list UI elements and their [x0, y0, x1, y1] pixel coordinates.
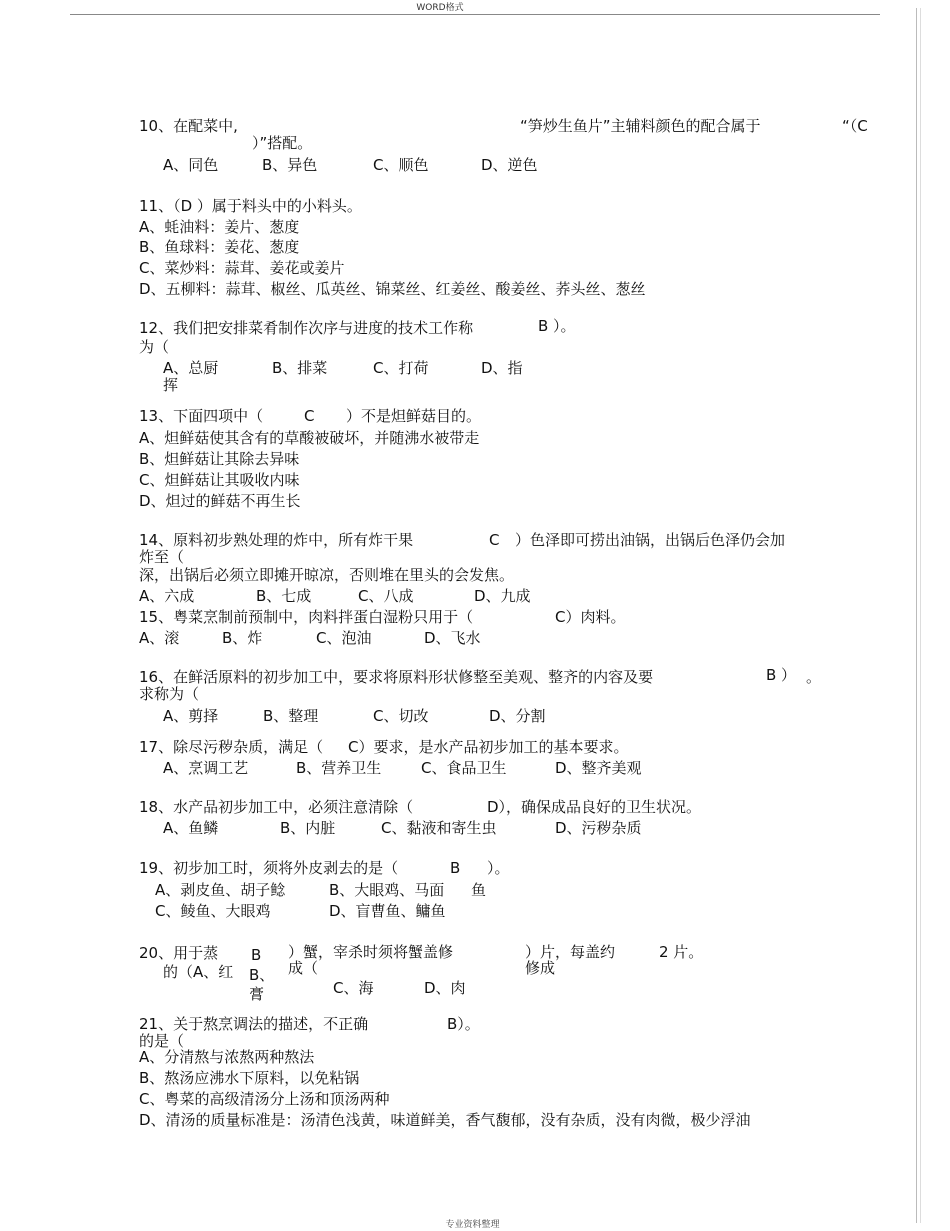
q15-option-b: B、炸 [222, 629, 263, 647]
q13-option-c: C、炟鲜菇让其吸收内味 [139, 471, 300, 489]
q16-stem-end: 。 [806, 668, 822, 686]
q19-option-b: B、大眼鸡、马面 [329, 881, 445, 899]
q20-option-c: C、海 [333, 979, 374, 997]
q20-stem: 20、用于蒸 [139, 944, 219, 962]
q14-option-c: C、八成 [358, 587, 414, 605]
q16-stem: 16、在鲜活原料的初步加工中，要求将原料形状修整至美观、整齐的内容及要 [139, 668, 654, 686]
q21-answer: B）。 [447, 1015, 480, 1033]
q12-option-d: D、指 [481, 359, 523, 377]
q20-stem-cont2: 修成 [525, 959, 556, 977]
q14-stem-cont2: 深，出锅后必须立即摊开晾凉，否则堆在里头的会发焦。 [139, 566, 515, 584]
q21-option-d: D、清汤的质量标准是：汤清色浅黄，味道鲜美，香气馥郁，没有杂质，没有肉微，极少浮油 [139, 1111, 751, 1129]
q17-option-b: B、营养卫生 [296, 759, 382, 777]
q11-option-b: B、鱼球料：姜花、葱度 [139, 238, 300, 256]
q13-option-a: A、炟鲜菇使其含有的草酸被破坏，并随沸水被带走 [139, 429, 480, 447]
q21-stem: 21、关于熬烹调法的描述，不正确 [139, 1015, 369, 1033]
q15-option-a: A、滚 [139, 629, 180, 647]
q15-stem: 15、粤菜烹制前预制中，肉料拌蛋白湿粉只用于（ [139, 608, 474, 626]
q18-option-a: A、鱼鳞 [163, 819, 219, 837]
q17-answer: C）要求，是水产品初步加工的基本要求。 [348, 738, 629, 756]
q16-option-d: D、分割 [489, 707, 546, 725]
q20-option-b-wrap: 膏 [249, 985, 265, 1003]
q20-option-a: 的（A、红 [163, 963, 234, 981]
q12-stem: 12、我们把安排菜肴制作次序与进度的技术工作称 [139, 319, 474, 337]
q12-option-c: C、打荷 [373, 359, 429, 377]
q21-option-b: B、熬汤应沸水下原料，以免粘锅 [139, 1069, 360, 1087]
q15-answer: C）肉料。 [555, 608, 626, 626]
q20-option-d: D、肉 [424, 979, 466, 997]
q14-stem: 14、原料初步熟处理的炸中，所有炸干果 [139, 531, 414, 549]
q12-option-b: B、排菜 [272, 359, 328, 377]
q13-option-d: D、炟过的鲜菇不再生长 [139, 492, 301, 510]
header-rule [70, 14, 880, 15]
page-edge-line [916, 8, 917, 1223]
q12-answer: B ）。 [538, 317, 576, 335]
q19-option-b-tail: 鱼 [471, 881, 487, 899]
q15-option-d: D、飞水 [424, 629, 481, 647]
q15-option-c: C、泡油 [316, 629, 372, 647]
q12-option-a: A、总厨 [163, 359, 219, 377]
q20-option-b: B、 [249, 966, 275, 984]
q12-stem-cont: 为（ [139, 338, 170, 356]
q16-stem-cont: 求称为（ [139, 685, 200, 703]
q11-stem: 11、（D ）属于料头中的小料头。 [139, 197, 362, 215]
q10-option-a: A、同色 [163, 156, 219, 174]
q14-stem-cont: 炸至（ [139, 548, 185, 566]
q10-stem-cont: ）”搭配。 [252, 134, 313, 152]
q14-option-d: D、九成 [474, 587, 531, 605]
q11-option-d: D、五柳料：蒜茸、椒丝、瓜英丝、锦菜丝、红姜丝、酸姜丝、荞头丝、葱丝 [139, 280, 646, 298]
q14-answer: C [489, 531, 500, 549]
q14-option-a: A、六成 [139, 587, 195, 605]
q17-option-d: D、整齐美观 [555, 759, 642, 777]
q13-answer: C [304, 407, 315, 425]
q19-answer: B [450, 859, 461, 877]
q11-option-c: C、菜炒料：蒜茸、姜花或姜片 [139, 259, 345, 277]
q16-option-c: C、切改 [373, 707, 429, 725]
q19-option-a: A、剥皮鱼、胡子鲶 [155, 881, 286, 899]
q19-stem: 19、初步加工时，须将外皮剥去的是（ [139, 859, 399, 877]
q20-stem-part2: ）片，每盖约 [525, 943, 616, 961]
q20-answer: B [251, 946, 262, 964]
q20-stem-part1: ）蟹，宰杀时须将蟹盖修 [288, 943, 454, 961]
q14-stem-end: ）色泽即可捞出油锅，出锅后色泽仍会加 [515, 531, 786, 549]
q17-stem: 17、除尽污秽杂质，满足（ [139, 738, 324, 756]
q11-option-a: A、蚝油料：姜片、葱度 [139, 218, 300, 236]
q19-stem-end: ）。 [487, 859, 510, 877]
q17-option-c: C、食品卫生 [421, 759, 507, 777]
q10-stem-mid: “笋炒生鱼片”主辅料颜色的配合属于 [520, 117, 761, 135]
page-header: WORD格式 [416, 3, 464, 13]
q13-stem-end: ）不是炟鲜菇目的。 [346, 407, 482, 425]
q21-option-c: C、粤菜的高级清汤分上汤和顶汤两种 [139, 1090, 390, 1108]
page-edge-line-2 [920, 8, 921, 1223]
q18-option-d: D、污秽杂质 [555, 819, 642, 837]
q18-stem: 18、水产品初步加工中，必须注意清除（ [139, 798, 414, 816]
q10-option-c: C、顺色 [373, 156, 429, 174]
q10-stem: 10、在配菜中, [139, 117, 238, 135]
q16-option-a: A、剪择 [163, 707, 219, 725]
q16-option-b: B、整理 [263, 707, 319, 725]
q14-option-b: B、七成 [256, 587, 312, 605]
q18-option-c: C、黏液和寄生虫 [381, 819, 497, 837]
q13-option-b: B、炟鲜菇让其除去异味 [139, 450, 300, 468]
q21-stem-cont: 的是（ [139, 1032, 185, 1050]
q18-answer: D），确保成品良好的卫生状况。 [487, 798, 702, 816]
q16-answer: B ） [766, 666, 797, 684]
q20-stem-cont: 成（ [288, 959, 319, 977]
q12-option-d-wrap: 挥 [163, 376, 179, 394]
q19-option-d: D、盲曹鱼、鳙鱼 [329, 902, 446, 920]
q10-option-d: D、逆色 [481, 156, 538, 174]
q10-answer: “（C [842, 117, 868, 135]
q10-option-b: B、异色 [262, 156, 318, 174]
q20-stem-part3: 2 片。 [659, 943, 704, 961]
q13-stem: 13、下面四项中（ [139, 407, 264, 425]
q18-option-b: B、内脏 [280, 819, 336, 837]
q17-option-a: A、烹调工艺 [163, 759, 249, 777]
page-footer: 专业资料整理 [445, 1220, 500, 1230]
q19-option-c: C、鲮鱼、大眼鸡 [155, 902, 271, 920]
q21-option-a: A、分清熬与浓熬两种熬法 [139, 1048, 315, 1066]
